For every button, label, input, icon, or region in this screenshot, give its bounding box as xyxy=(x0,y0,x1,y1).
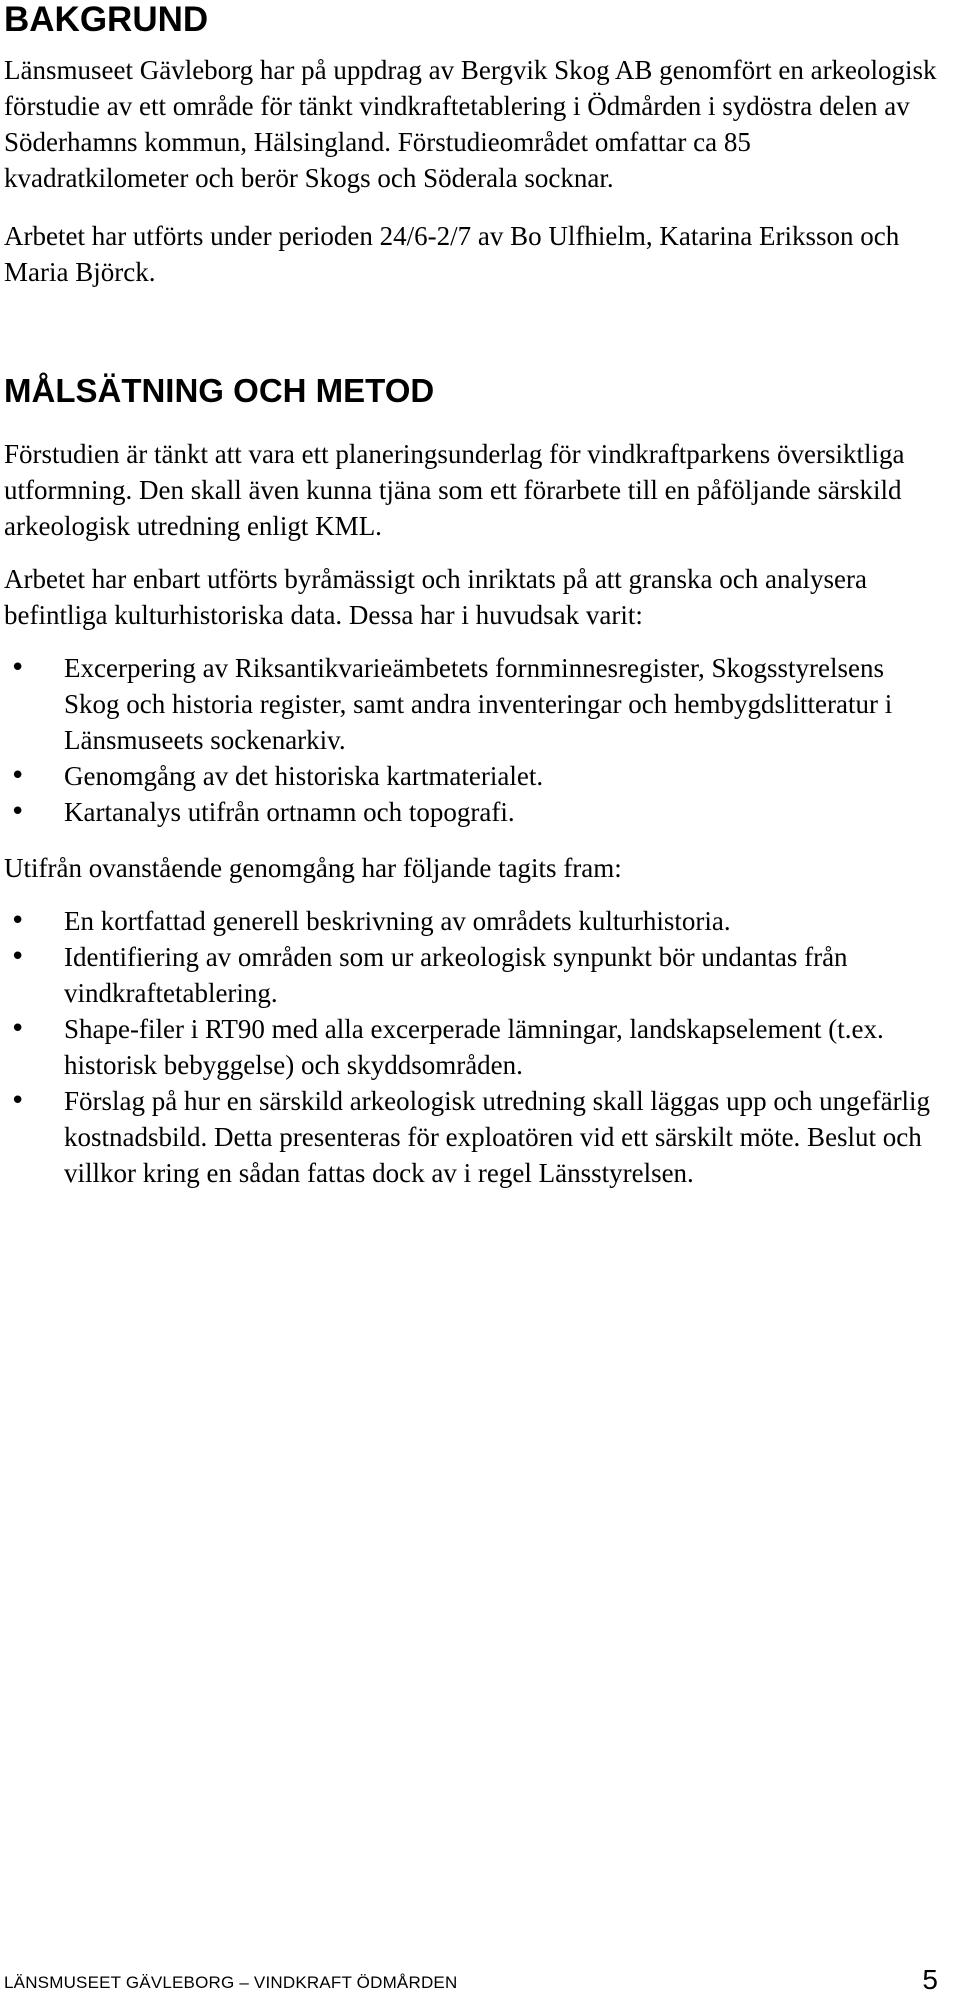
list-item xyxy=(0,1011,935,1083)
list-item xyxy=(0,650,935,758)
bullet-icon: • xyxy=(10,1014,26,1044)
bullet-icon: • xyxy=(10,653,26,683)
bullet-list-sources xyxy=(0,650,935,830)
heading-malsattning: MÅLSÄTNING OCH METOD xyxy=(4,372,435,409)
paragraph-malsattning-2: Arbetet har enbart utförts byråmässigt och inriktats på att granska och analysera befintliga kulturhistoriska data. Dessa har i huvudsak varit: xyxy=(4,564,867,630)
list-item-text: Kartanalys utifrån ortnamn och topografi. xyxy=(64,797,515,827)
list-item xyxy=(0,939,935,1011)
paragraph-malsattning-3: Utifrån ovanstående genomgång har följande tagits fram: xyxy=(4,853,622,883)
list-item-text: Excerpering av Riksantikvarieämbetets fornminnesregister, Skogsstyrelsens Skog och historia register, samt andra inventeringar och hembygdslitteratur i Länsmuseets sockenarkiv. xyxy=(64,653,893,755)
paragraph-bakgrund-1: Länsmuseet Gävleborg har på uppdrag av Bergvik Skog AB genomfört en arkeologisk förstudie av ett område för tänkt vindkraftetablering i Ödmården i sydöstra delen av Söderhamns kommun, Hälsingland. Förstudieområdet omfattar ca 85 kvadratkilometer och berör Skogs och Söderala socknar. xyxy=(4,55,937,193)
heading-bakgrund: BAKGRUND xyxy=(4,0,209,39)
bullet-icon: • xyxy=(10,761,26,791)
page-number: 5 xyxy=(922,1964,938,1995)
list-item-text: Förslag på hur en särskild arkeologisk utredning skall läggas upp och ungefärlig kostnadsbild. Detta presenteras för exploatören vid ett särskilt möte. Beslut och villkor kring en sådan fattas dock av i regel Länsstyrelsen. xyxy=(64,1086,931,1188)
bullet-list-results xyxy=(0,903,935,1191)
list-item-text: En kortfattad generell beskrivning av områdets kulturhistoria. xyxy=(64,906,731,936)
paragraph-bakgrund-2: Arbetet har utförts under perioden 24/6-2/7 av Bo Ulfhielm, Katarina Eriksson och Maria Björck. xyxy=(4,221,900,287)
list-item xyxy=(0,903,935,939)
bullet-icon: • xyxy=(10,906,26,936)
list-item-text: Genomgång av det historiska kartmaterialet. xyxy=(64,761,544,791)
paragraph-malsattning-1: Förstudien är tänkt att vara ett planeringsunderlag för vindkraftparkens översiktliga utformning. Den skall även kunna tjäna som ett förarbete till en påföljande särskild arkeologisk utredning enligt KML. xyxy=(4,439,905,541)
bullet-icon: • xyxy=(10,942,26,972)
list-item xyxy=(0,1083,935,1191)
bullet-icon: • xyxy=(10,797,26,827)
list-item xyxy=(0,758,935,794)
list-item xyxy=(0,794,935,830)
list-item-text: Identifiering av områden som ur arkeologisk synpunkt bör undantas från vindkraftetablering. xyxy=(64,942,848,1008)
list-item-text: Shape-filer i RT90 med alla excerperade lämningar, landskapselement (t.ex. historisk bebyggelse) och skyddsområden. xyxy=(64,1014,884,1080)
bullet-icon: • xyxy=(10,1086,26,1116)
footer-title: LÄNSMUSEET GÄVLEBORG – VINDKRAFT ÖDMÅRDEN xyxy=(4,1973,458,1992)
